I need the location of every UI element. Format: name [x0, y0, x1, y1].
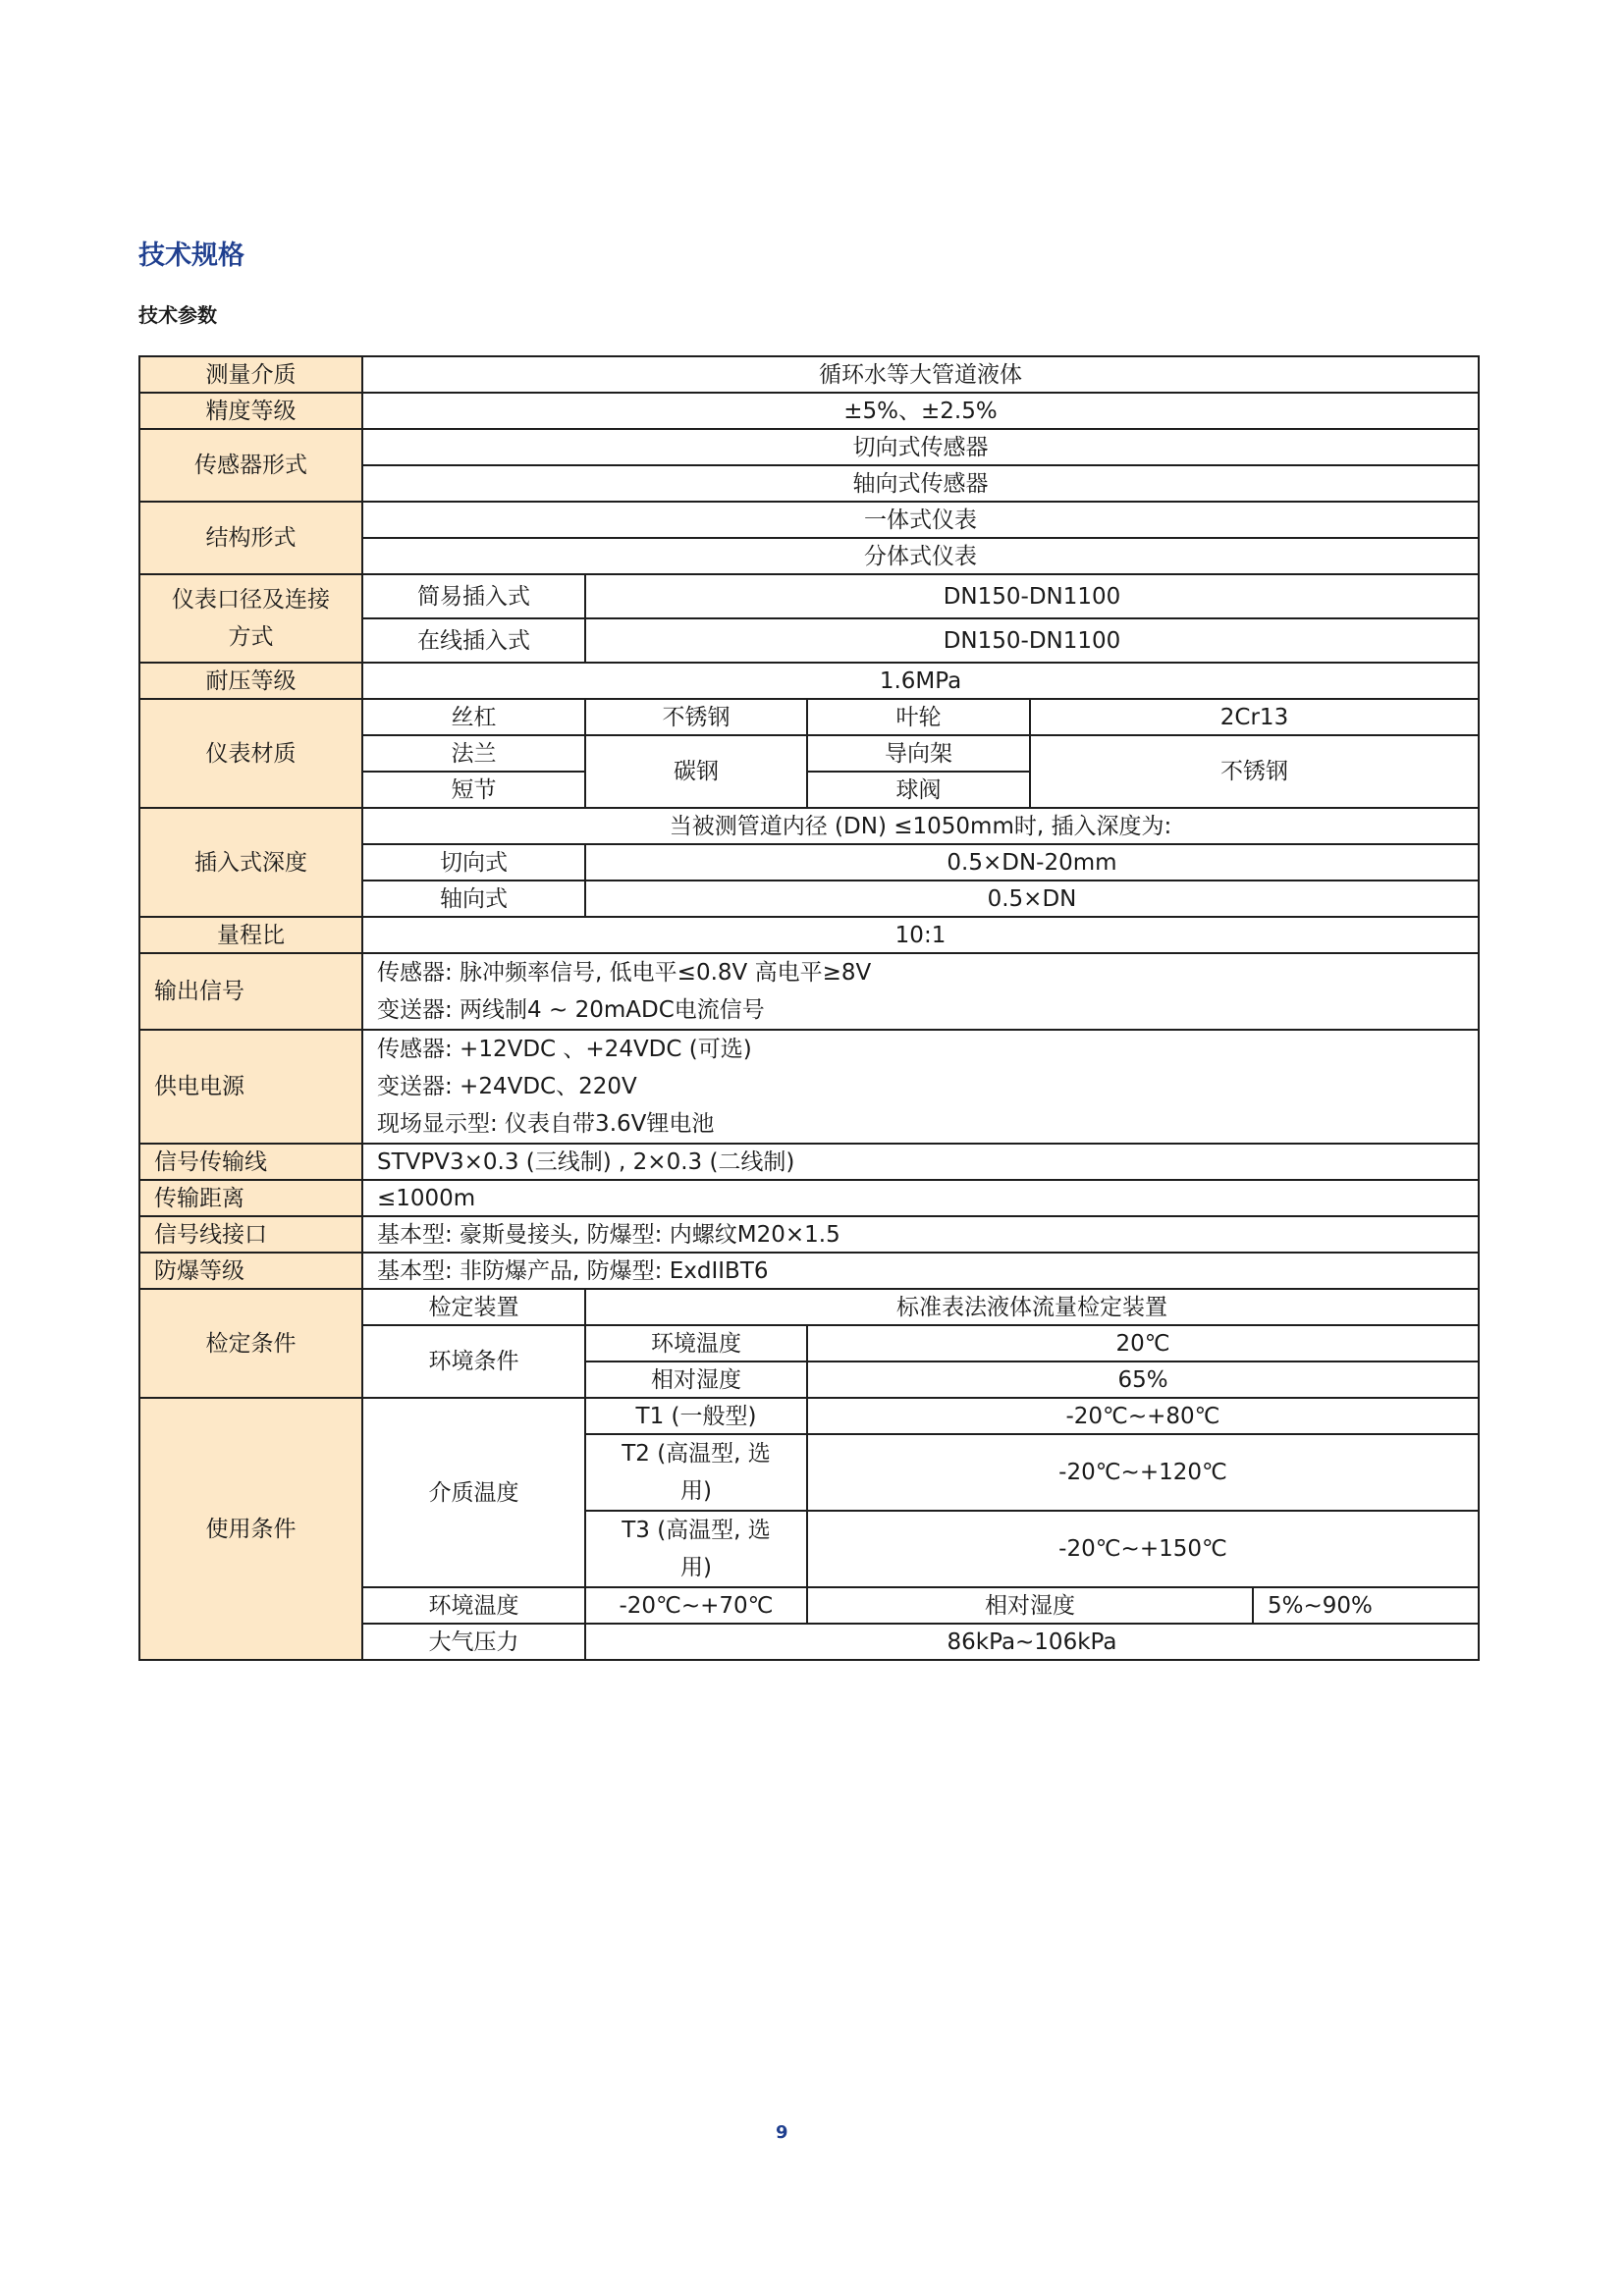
- t3-label-line: T3 (高温型, 选: [622, 1518, 771, 1543]
- verification-device-value: 标准表法液体流量检定装置: [585, 1289, 1479, 1325]
- table-row: [139, 1398, 1479, 1434]
- page-heading: 技术规格: [138, 240, 244, 271]
- caliber-value: DN150-DN1100: [585, 574, 1479, 618]
- t1-label: T1 (一般型): [585, 1398, 807, 1434]
- material-cell: 球阀: [807, 772, 1030, 808]
- explosion-label: 防爆等级: [139, 1253, 362, 1289]
- t3-label-line: 用): [680, 1555, 712, 1580]
- material-cell: 碳钢: [585, 735, 807, 808]
- cable-value: STVPV3×0.3 (三线制) , 2×0.3 (二线制): [362, 1144, 1479, 1180]
- explosion-value: 基本型: 非防爆产品, 防爆型: ExdIIBT6: [362, 1253, 1479, 1289]
- t2-label: [585, 1434, 807, 1511]
- usage-label: 使用条件: [139, 1398, 362, 1660]
- verification-env-label: 环境条件: [362, 1325, 585, 1398]
- table-row: [139, 1216, 1479, 1253]
- power-line: 变送器: +24VDC、220V: [377, 1074, 637, 1099]
- power-label: 供电电源: [139, 1030, 362, 1144]
- accuracy-value: ±5%、±2.5%: [362, 393, 1479, 429]
- table-row: [139, 808, 1479, 844]
- insertion-type: 轴向式: [362, 881, 585, 917]
- range-ratio-label: 量程比: [139, 917, 362, 953]
- structure-value: 一体式仪表: [362, 502, 1479, 538]
- verification-temp-value: 20℃: [807, 1325, 1479, 1362]
- table-row: [139, 574, 1479, 618]
- spec-table: [138, 355, 1480, 1661]
- usage-humidity-value: 5%~90%: [1253, 1587, 1479, 1624]
- table-row: [139, 502, 1479, 538]
- t2-label-line: T2 (高温型, 选: [622, 1441, 771, 1467]
- output-value: [362, 953, 1479, 1030]
- pressure-value: 1.6MPa: [362, 663, 1479, 699]
- caliber-label: 仪表口径及连接方式: [139, 574, 362, 663]
- insertion-label: 插入式深度: [139, 808, 362, 917]
- usage-humidity-label: 相对湿度: [807, 1587, 1253, 1624]
- pressure-label: 耐压等级: [139, 663, 362, 699]
- verification-humidity-label: 相对湿度: [585, 1362, 807, 1398]
- power-line: 传感器: +12VDC 、+24VDC (可选): [377, 1037, 752, 1062]
- distance-value: ≤1000m: [362, 1180, 1479, 1216]
- medium-label: 测量介质: [139, 356, 362, 393]
- cable-label: 信号传输线: [139, 1144, 362, 1180]
- env-temp-label: 环境温度: [362, 1587, 585, 1624]
- t3-value: -20℃~+150℃: [807, 1511, 1479, 1587]
- interface-label: 信号线接口: [139, 1216, 362, 1253]
- table-row: [139, 1289, 1479, 1325]
- verification-label: 检定条件: [139, 1289, 362, 1398]
- range-ratio-value: 10:1: [362, 917, 1479, 953]
- material-cell: 短节: [362, 772, 585, 808]
- material-cell: 法兰: [362, 735, 585, 772]
- insertion-note: 当被测管道内径 (DN) ≤1050mm时, 插入深度为:: [362, 808, 1479, 844]
- table-row: [139, 699, 1479, 735]
- output-label: 输出信号: [139, 953, 362, 1030]
- output-line: 变送器: 两线制4 ~ 20mADC电流信号: [377, 997, 765, 1023]
- material-cell: 叶轮: [807, 699, 1030, 735]
- structure-value: 分体式仪表: [362, 538, 1479, 574]
- medium-value: 循环水等大管道液体: [362, 356, 1479, 393]
- table-row: [139, 953, 1479, 1030]
- insertion-value: 0.5×DN: [585, 881, 1479, 917]
- table-row: [139, 393, 1479, 429]
- table-row: [139, 663, 1479, 699]
- table-row: [139, 1144, 1479, 1180]
- material-cell: 2Cr13: [1030, 699, 1479, 735]
- material-cell: 不锈钢: [585, 699, 807, 735]
- sensor-form-value: 切向式传感器: [362, 429, 1479, 465]
- table-row: [139, 1180, 1479, 1216]
- medium-temp-label: 介质温度: [362, 1398, 585, 1587]
- power-line: 现场显示型: 仪表自带3.6V锂电池: [377, 1111, 715, 1137]
- caliber-type: 简易插入式: [362, 574, 585, 618]
- verification-device-label: 检定装置: [362, 1289, 585, 1325]
- verification-temp-label: 环境温度: [585, 1325, 807, 1362]
- material-cell: 不锈钢: [1030, 735, 1479, 808]
- material-cell: 导向架: [807, 735, 1030, 772]
- t2-label-line: 用): [680, 1478, 712, 1504]
- env-temp-value: -20℃~+70℃: [585, 1587, 807, 1624]
- structure-label: 结构形式: [139, 502, 362, 574]
- sensor-form-value: 轴向式传感器: [362, 465, 1479, 502]
- material-cell: 丝杠: [362, 699, 585, 735]
- insertion-value: 0.5×DN-20mm: [585, 844, 1479, 881]
- table-row: [139, 917, 1479, 953]
- section-subheading: 技术参数: [138, 303, 217, 327]
- material-label: 仪表材质: [139, 699, 362, 808]
- caliber-type: 在线插入式: [362, 618, 585, 663]
- verification-humidity-value: 65%: [807, 1362, 1479, 1398]
- atm-pressure-label: 大气压力: [362, 1624, 585, 1660]
- page-number: 9: [776, 2122, 788, 2143]
- output-line: 传感器: 脉冲频率信号, 低电平≤0.8V 高电平≥8V: [377, 960, 872, 986]
- insertion-type: 切向式: [362, 844, 585, 881]
- table-row: [139, 356, 1479, 393]
- accuracy-label: 精度等级: [139, 393, 362, 429]
- caliber-value: DN150-DN1100: [585, 618, 1479, 663]
- power-value: [362, 1030, 1479, 1144]
- sensor-form-label: 传感器形式: [139, 429, 362, 502]
- t2-value: -20℃~+120℃: [807, 1434, 1479, 1511]
- t3-label: [585, 1511, 807, 1587]
- atm-pressure-value: 86kPa~106kPa: [585, 1624, 1479, 1660]
- distance-label: 传输距离: [139, 1180, 362, 1216]
- interface-value: 基本型: 豪斯曼接头, 防爆型: 内螺纹M20×1.5: [362, 1216, 1479, 1253]
- t1-value: -20℃~+80℃: [807, 1398, 1479, 1434]
- table-row: [139, 1030, 1479, 1144]
- table-row: [139, 1253, 1479, 1289]
- table-row: [139, 429, 1479, 465]
